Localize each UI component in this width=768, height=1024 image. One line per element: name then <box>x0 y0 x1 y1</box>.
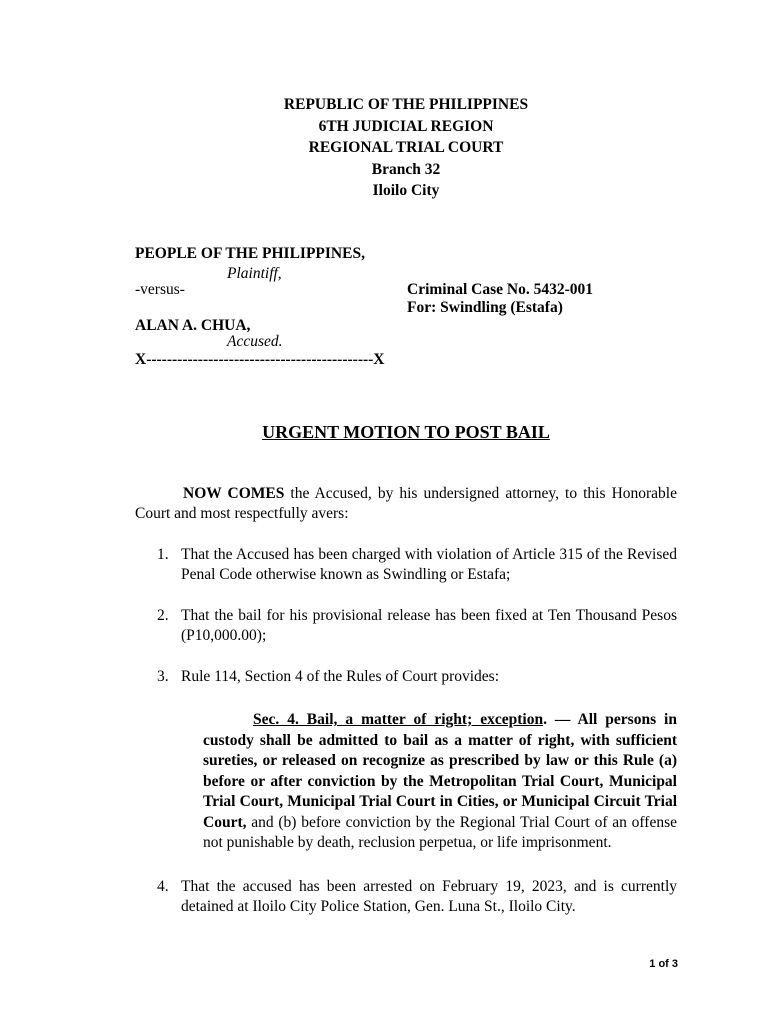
court-header <box>0 94 768 202</box>
accused-name: ALAN A. CHUA, <box>135 317 251 334</box>
header-branch: Branch 32 <box>371 160 441 178</box>
item-text: That the Accused has been charged with violation of Article 315 of the Revised Penal Code otherwise known as Swindling or Estafa; <box>181 546 677 584</box>
quote-normal-text: and (b) before conviction by the Regional Trial Court of an offense not punishable by death, reclusion perpetua, or life imprisonment. <box>203 813 677 851</box>
item-number: 3. <box>157 668 169 685</box>
motion-title: URGENT MOTION TO POST BAIL <box>262 422 550 442</box>
plaintiff-name: PEOPLE OF THE PHILIPPINES, <box>135 245 365 262</box>
case-number: Criminal Case No. 5432-001 <box>407 281 593 298</box>
item-number: 2. <box>157 607 169 624</box>
intro-paragraph <box>135 484 677 524</box>
page-number: 1 of 3 <box>649 958 678 970</box>
header-city: Iloilo City <box>372 182 440 199</box>
header-region: 6TH JUDICIAL REGION <box>318 117 494 135</box>
quoted-rule <box>203 710 677 854</box>
item-number: 4. <box>157 878 169 895</box>
header-republic: REPUBLIC OF THE PHILIPPINES <box>283 96 529 113</box>
item-number: 1. <box>157 546 169 563</box>
header-court: REGIONAL TRIAL COURT <box>308 139 504 156</box>
item-text: That the accused has been arrested on February 19, 2023, and is currently detained at Iloilo City Police Station, Gen. Luna St., Iloilo City. <box>181 878 677 916</box>
quote-heading: Sec. 4. Bail, a matter of right; exception <box>253 711 544 728</box>
intro-text: the Accused, by his undersigned attorney, to this Honorable Court and most respectfully avers: <box>135 485 677 523</box>
accused-role: Accused. <box>227 333 283 350</box>
plaintiff-role: Plaintiff, <box>227 265 282 282</box>
quote-bold-text: . — All persons in custody shall be admitted to bail as a matter of right, with sufficient sureties, or released on recognize as prescribed by law or this Rule (a) before or after conviction by the Metropolitan Trial Court, Municipal Trial Court, Municipal Trial Court in Cities, or Municipal Circuit Trial Court, <box>203 711 677 831</box>
intro-lead: NOW COMES <box>183 485 285 502</box>
case-offense: For: Swindling (Estafa) <box>407 299 563 316</box>
versus-label: -versus- <box>135 281 185 298</box>
item-text: That the bail for his provisional release has been fixed at Ten Thousand Pesos (P10,000.00); <box>181 607 677 645</box>
caption-separator: X--------------------------------------------X <box>135 351 385 368</box>
item-text: Rule 114, Section 4 of the Rules of Court provides: <box>181 668 499 685</box>
